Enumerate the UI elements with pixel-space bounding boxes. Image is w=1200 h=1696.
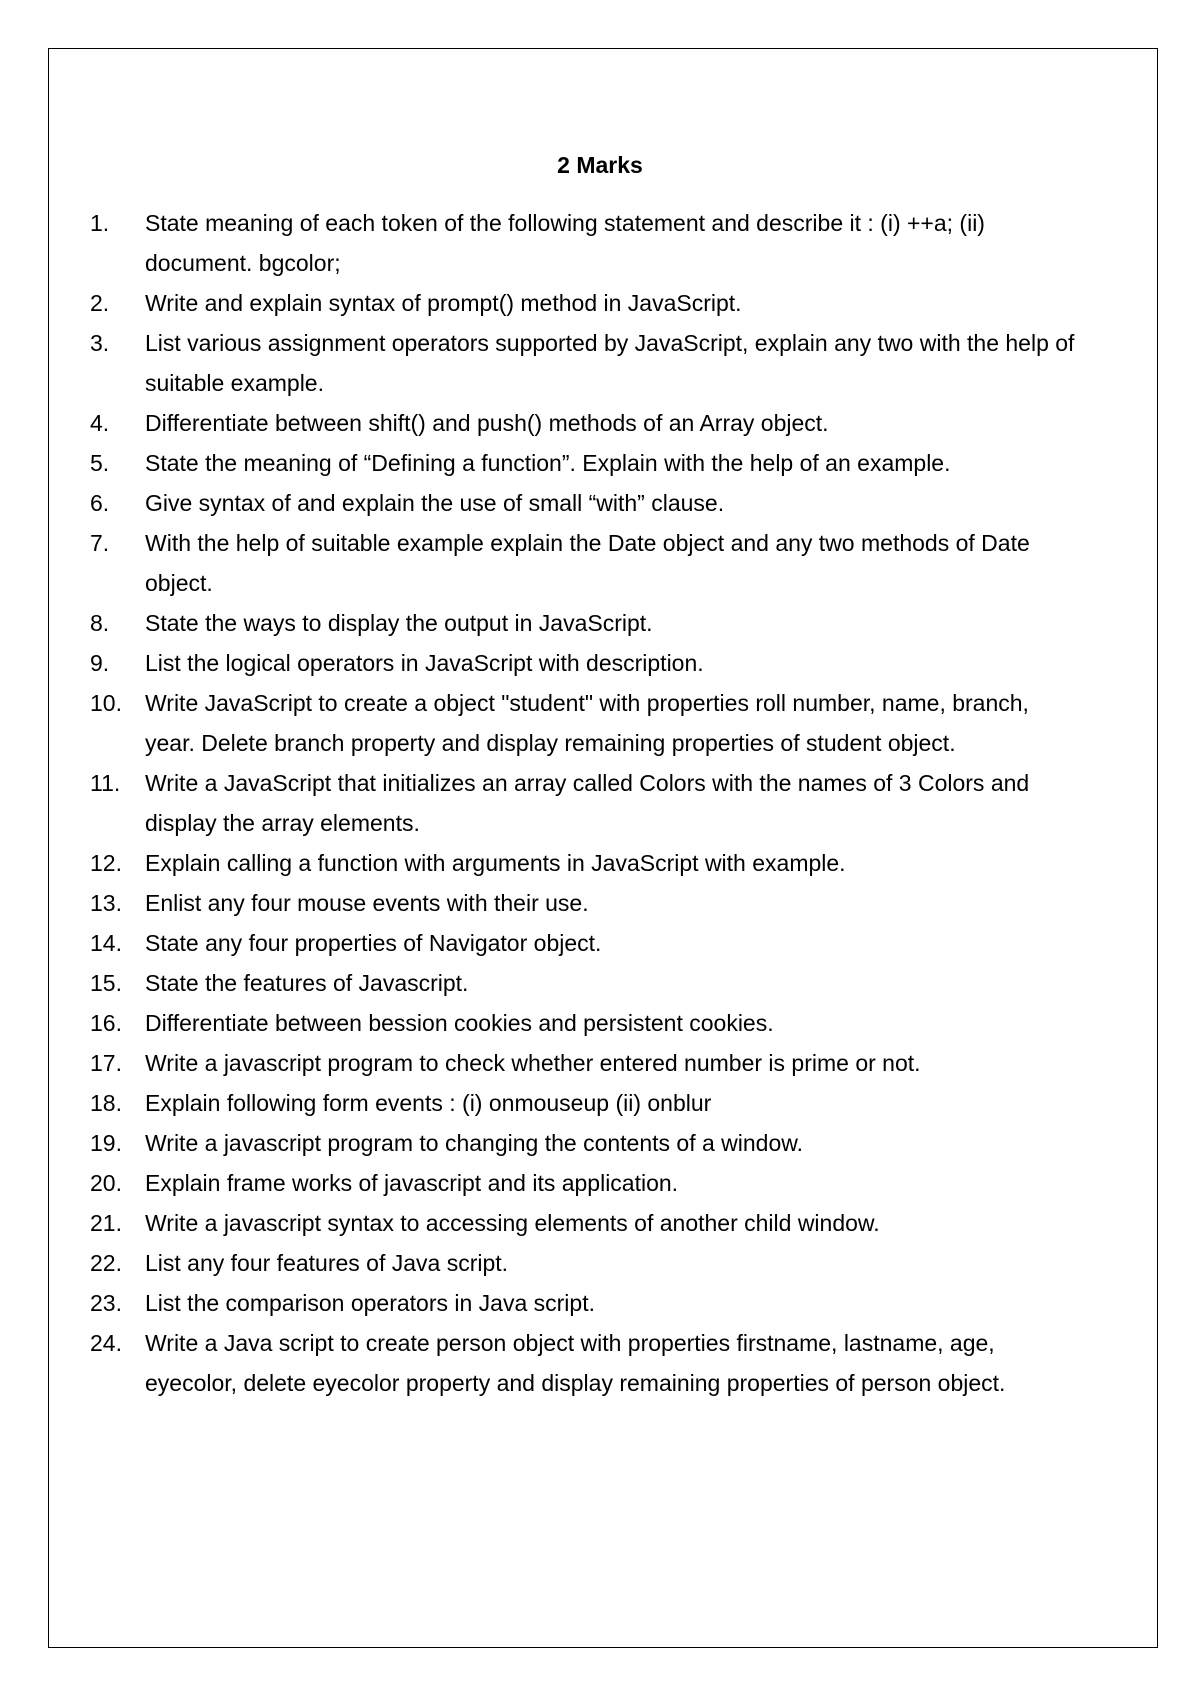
question-text: Explain calling a function with arguments in JavaScript with example. <box>145 850 846 876</box>
question-text: State the meaning of “Defining a function”. Explain with the help of an example. <box>145 450 951 476</box>
question-item <box>90 523 1075 603</box>
question-number: 13. <box>90 890 122 916</box>
question-item <box>90 683 1075 763</box>
question-text: List the logical operators in JavaScript with description. <box>145 650 704 676</box>
question-text: Differentiate between bession cookies and persistent cookies. <box>145 1010 774 1036</box>
question-number: 16. <box>90 1010 122 1036</box>
question-text: List any four features of Java script. <box>145 1250 509 1276</box>
question-item <box>90 1323 1075 1403</box>
page-title: 2 Marks <box>557 152 643 178</box>
question-number: 10. <box>90 690 122 716</box>
question-number: 3. <box>90 330 110 356</box>
question-item <box>90 643 1075 683</box>
question-text: Differentiate between shift() and push() methods of an Array object. <box>145 410 829 436</box>
question-number: 19. <box>90 1130 122 1156</box>
question-text: Explain following form events : (i) onmouseup (ii) onblur <box>145 1090 712 1116</box>
question-number: 18. <box>90 1090 122 1116</box>
question-item <box>90 883 1075 923</box>
question-text: Explain frame works of javascript and its application. <box>145 1170 679 1196</box>
question-item <box>90 1243 1075 1283</box>
question-item <box>90 603 1075 643</box>
question-text: State the ways to display the output in JavaScript. <box>145 610 653 636</box>
question-number: 15. <box>90 970 122 996</box>
question-number: 7. <box>90 530 110 556</box>
question-text: State meaning of each token of the following statement and describe it : (i) ++a; (ii) document. bgcolor; <box>145 210 985 276</box>
question-number: 20. <box>90 1170 122 1196</box>
question-number: 8. <box>90 610 110 636</box>
question-text: List the comparison operators in Java script. <box>145 1290 595 1316</box>
question-text: Write JavaScript to create a object "student" with properties roll number, name, branch, year. Delete branch property and display remaining properties of student object. <box>145 690 1029 756</box>
question-number: 14. <box>90 930 122 956</box>
question-item <box>90 1003 1075 1043</box>
question-number: 1. <box>90 210 110 236</box>
question-list <box>90 203 1075 1403</box>
question-item <box>90 283 1075 323</box>
question-text: State the features of Javascript. <box>145 970 469 996</box>
question-text: Write a JavaScript that initializes an array called Colors with the names of 3 Colors and display the array elements. <box>145 770 1030 836</box>
question-text: Write a Java script to create person object with properties firstname, lastname, age, eyecolor, delete eyecolor property and display remaining properties of person object. <box>145 1330 1006 1396</box>
question-text: Give syntax of and explain the use of small “with” clause. <box>145 490 725 516</box>
question-number: 21. <box>90 1210 122 1236</box>
question-number: 22. <box>90 1250 122 1276</box>
question-item <box>90 443 1075 483</box>
question-text: Write and explain syntax of prompt() method in JavaScript. <box>145 290 742 316</box>
question-number: 11. <box>90 770 121 796</box>
question-item <box>90 1083 1075 1123</box>
question-text: Write a javascript program to check whether entered number is prime or not. <box>145 1050 921 1076</box>
question-number: 6. <box>90 490 110 516</box>
question-text: With the help of suitable example explain the Date object and any two methods of Date object. <box>145 530 1030 596</box>
question-item <box>90 1203 1075 1243</box>
question-item <box>90 1043 1075 1083</box>
question-number: 17. <box>90 1050 122 1076</box>
question-item <box>90 1163 1075 1203</box>
question-item <box>90 1123 1075 1163</box>
question-text: Write a javascript syntax to accessing elements of another child window. <box>145 1210 880 1236</box>
question-item <box>90 483 1075 523</box>
question-number: 9. <box>90 650 110 676</box>
question-item <box>90 323 1075 403</box>
question-text: Enlist any four mouse events with their use. <box>145 890 589 916</box>
question-number: 5. <box>90 450 110 476</box>
question-item <box>90 923 1075 963</box>
question-number: 2. <box>90 290 110 316</box>
question-text: State any four properties of Navigator object. <box>145 930 602 956</box>
question-number: 4. <box>90 410 110 436</box>
question-number: 12. <box>90 850 122 876</box>
question-text: List various assignment operators supported by JavaScript, explain any two with the help of suitable example. <box>145 330 1075 396</box>
question-item <box>90 403 1075 443</box>
question-number: 24. <box>90 1330 122 1356</box>
question-item <box>90 203 1075 283</box>
question-item <box>90 1283 1075 1323</box>
question-number: 23. <box>90 1290 122 1316</box>
question-item <box>90 763 1075 843</box>
question-item <box>90 843 1075 883</box>
question-text: Write a javascript program to changing the contents of a window. <box>145 1130 803 1156</box>
question-item <box>90 963 1075 1003</box>
